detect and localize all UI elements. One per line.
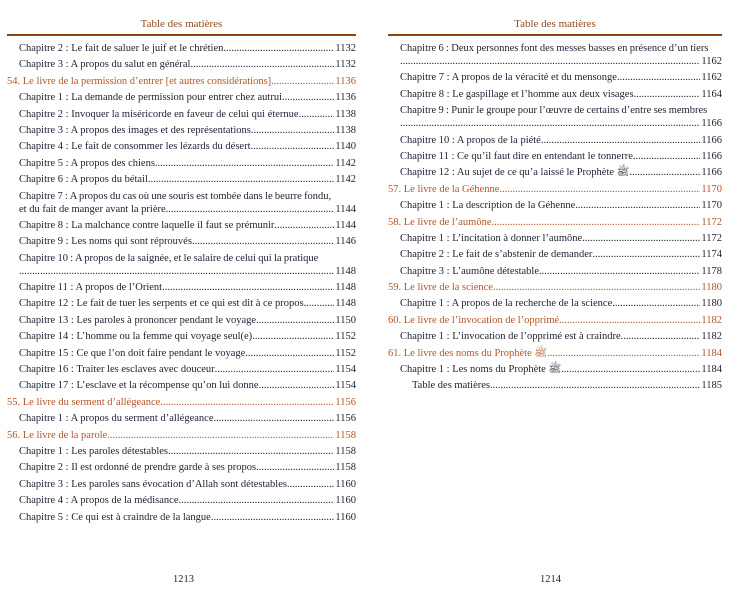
toc-entry-text: Chapitre 14 : L’homme ou la femme qui voyage seul(e) [19, 331, 253, 343]
toc-entry-text: Chapitre 6 : Deux personnes font des messes basses en présence d’un tiers [400, 43, 709, 54]
toc-entry-continuation [19, 265, 356, 278]
dot-leader [155, 157, 334, 170]
toc-entry-row [19, 461, 356, 474]
toc-entry-row [19, 91, 356, 104]
toc-entry-text: Chapitre 8 : Le gaspillage et l’homme aux deux visages [400, 88, 634, 100]
toc-entry-text: Chapitre 4 : Le fait de consommer les lézards du désert [19, 141, 251, 153]
toc-page-number: 1174 [701, 249, 722, 261]
dot-leader [245, 347, 334, 360]
dot-leader [617, 71, 700, 84]
toc-entry-text: Chapitre 3 : L’aumône détestable [400, 265, 539, 277]
page-right [367, 0, 734, 600]
page-footer-number: 1213 [173, 574, 194, 585]
toc-entry-text: Chapitre 9 : Les noms qui sont réprouvés [19, 236, 192, 248]
dot-leader [252, 330, 334, 343]
toc-entry-row [19, 297, 356, 310]
toc-entry-row [388, 183, 722, 196]
toc-entry-continuation [400, 117, 722, 130]
toc-book-entry[interactable] [7, 396, 356, 409]
toc-list [388, 42, 722, 392]
toc-entry-text: Chapitre 11 : A propos de l’Orient [19, 282, 163, 294]
toc-book-entry[interactable] [388, 281, 722, 294]
dot-leader [400, 55, 700, 68]
toc-entry-text: Chapitre 7 : A propos de la véracité et du mensonge [400, 72, 617, 84]
dot-leader [166, 203, 335, 216]
toc-entry-row [400, 166, 722, 179]
toc-entry[interactable] [388, 265, 722, 278]
toc-entry[interactable] [7, 108, 356, 121]
dot-leader [223, 42, 334, 55]
dot-leader [633, 150, 701, 163]
toc-entry-text: Chapitre 3 : A propos des images et des représentations [19, 124, 251, 136]
toc-entry-row [19, 379, 356, 392]
toc-entry-row [19, 281, 356, 294]
dot-leader [592, 248, 700, 261]
dot-leader [259, 379, 335, 392]
toc-page-number: 1158 [335, 445, 356, 457]
toc-entry-text: Chapitre 11 : Ce qu’il faut dire en entendant le tonnerre [400, 150, 633, 162]
toc-entry-row [19, 108, 356, 121]
dot-leader [256, 461, 334, 474]
toc-page-number: 1182 [701, 314, 722, 326]
toc-entry-text: 57. Le livre de la Géhenne [388, 183, 500, 195]
toc-entry-row [19, 363, 356, 376]
toc-entry-row [388, 281, 722, 294]
toc-page-number: 1162 [701, 72, 722, 84]
dot-leader [575, 199, 700, 212]
dot-leader [160, 396, 334, 409]
toc-entry-text: Chapitre 1 : L’incitation à donner l’aumône [400, 232, 583, 244]
toc-entry[interactable] [7, 379, 356, 392]
toc-entry[interactable] [7, 347, 356, 360]
toc-page-number: 1166 [701, 150, 722, 162]
toc-entry-text: Chapitre 17 : L’esclave et la récompense qu’on lui donne [19, 380, 259, 392]
toc-page-number: 1132 [335, 59, 356, 71]
toc-entry[interactable] [7, 511, 356, 524]
dot-leader [561, 363, 700, 376]
toc-page-number: 1166 [701, 167, 722, 179]
dot-leader [499, 183, 700, 196]
toc-entry-text: 56. Le livre de la parole [7, 429, 108, 441]
toc-entry[interactable] [7, 173, 356, 186]
toc-page-number: 1146 [335, 236, 356, 248]
dot-leader [148, 173, 334, 186]
toc-entry-text: 61. Le livre des noms du Prophète ﷺ [388, 347, 548, 359]
page-footer-number: 1214 [540, 574, 561, 585]
toc-entry[interactable] [7, 461, 356, 474]
toc-entry-text: Chapitre 5 : Ce qui est à craindre de la langue [19, 511, 211, 523]
toc-entry[interactable] [388, 330, 722, 343]
toc-entry-row [19, 173, 356, 186]
dot-leader [271, 75, 334, 88]
toc-entry[interactable] [7, 281, 356, 294]
toc-page-number: 1142 [335, 174, 356, 186]
toc-entry[interactable] [388, 297, 722, 310]
toc-entry-row [19, 347, 356, 360]
toc-entry-text: Chapitre 8 : La malchance contre laquelle il faut se prémunir [19, 219, 275, 231]
toc-entry[interactable] [7, 190, 356, 216]
toc-page-number: 1150 [335, 314, 356, 326]
toc-page-number: 1164 [701, 88, 722, 100]
toc-entry[interactable] [7, 314, 356, 327]
toc-entry-text: 60. Le livre de l’invocation de l’opprimé [388, 314, 560, 326]
toc-entry[interactable] [7, 494, 356, 507]
toc-entry[interactable] [388, 363, 722, 376]
toc-entry[interactable] [388, 88, 722, 101]
toc-page-number: 1180 [701, 298, 722, 310]
dot-leader [547, 347, 700, 360]
toc-page-number: 1156 [335, 413, 356, 425]
toc-entry-row [388, 216, 722, 229]
dot-leader [168, 445, 334, 458]
toc-page-number: 1148 [335, 282, 356, 294]
toc-entry-text: Chapitre 3 : Les paroles sans évocation d’Allah sont détestables [19, 478, 287, 490]
toc-entry[interactable] [7, 330, 356, 343]
header-rule [388, 34, 722, 37]
dot-leader [211, 511, 335, 524]
toc-entry-row [7, 429, 356, 442]
toc-entry[interactable] [388, 134, 722, 147]
dot-leader [539, 265, 700, 278]
toc-entry-text: Table des matières [412, 380, 490, 392]
toc-entry-row [400, 330, 722, 343]
toc-entry-text: 59. Le livre de la science [388, 282, 493, 294]
toc-entry-text: Chapitre 1 : La description de la Géhenne [400, 200, 576, 212]
dot-leader [299, 108, 335, 121]
toc-entry-text: Chapitre 9 : Punir le groupe pour l’œuvre de certains d’entre ses membres [400, 105, 708, 117]
toc-entry-text: Chapitre 5 : A propos des chiens [19, 157, 155, 169]
toc-page-number: 1152 [335, 347, 356, 359]
toc-entry-text: Chapitre 12 : Le fait de tuer les serpents et ce qui est dit à ce propos [19, 298, 304, 310]
toc-page-number: 1148 [335, 265, 356, 277]
dot-leader [214, 412, 335, 425]
toc-entry-row [400, 265, 722, 278]
toc-entry-text: Chapitre 10 : A propos de la saignée, et le salaire de celui qui la pratique [19, 252, 319, 264]
toc-entry[interactable] [7, 297, 356, 310]
toc-entry-row [412, 379, 722, 392]
toc-entry-text: Chapitre 15 : Ce que l’on doit faire pendant le voyage [19, 347, 246, 359]
toc-book-entry[interactable] [388, 183, 722, 196]
toc-entry-row [19, 157, 356, 170]
toc-entry-row [19, 235, 356, 248]
toc-page-number: 1132 [335, 43, 356, 54]
toc-entry-row [400, 248, 722, 261]
toc-entry-row [19, 42, 356, 55]
toc-entry[interactable] [388, 232, 722, 245]
toc-book-entry[interactable] [388, 347, 722, 360]
toc-entry-text: Chapitre 2 : Le fait de saluer le juif et le chrétien [19, 43, 224, 54]
toc-entry[interactable] [7, 478, 356, 491]
dot-leader [634, 88, 701, 101]
toc-entry-text: Chapitre 10 : A propos de la piété [400, 134, 541, 146]
toc-book-entry[interactable] [388, 314, 722, 327]
toc-entry[interactable] [388, 379, 722, 392]
dot-leader [179, 494, 335, 507]
toc-entry-row [400, 363, 722, 376]
toc-page-number: 1178 [701, 265, 722, 277]
dot-leader [304, 297, 335, 310]
toc-entry[interactable] [7, 124, 356, 137]
toc-entry-row [400, 232, 722, 245]
toc-entry[interactable] [7, 58, 356, 71]
toc-entry-text: Chapitre 2 : Il est ordonné de prendre garde à ses propos [19, 462, 257, 474]
dot-leader [493, 281, 700, 294]
toc-page-number: 1172 [701, 232, 722, 244]
dot-leader [162, 281, 334, 294]
toc-entry-text: et du fait de manger avant la prière [19, 203, 166, 215]
toc-entry-row [7, 396, 356, 409]
toc-entry-text: Chapitre 1 : Les paroles détestables [19, 445, 168, 457]
toc-entry-row [19, 219, 356, 232]
toc-entry-text: Chapitre 12 : Au sujet de ce qu’a laissé le Prophète ﷺ [400, 167, 630, 179]
toc-page-number: 1156 [335, 396, 356, 408]
dot-leader [629, 166, 700, 179]
toc-page-number: 1140 [335, 141, 356, 153]
dot-leader [490, 379, 700, 392]
toc-entry-text: Chapitre 1 : L’invocation de l’opprimé est à craindre [400, 331, 621, 343]
toc-entry-continuation [19, 203, 356, 216]
toc-entry-text: Chapitre 13 : Les paroles à prononcer pendant le voyage [19, 314, 257, 326]
toc-entry-text: Chapitre 1 : A propos de la recherche de la science [400, 298, 613, 310]
toc-entry-text: Chapitre 4 : A propos de la médisance [19, 495, 179, 507]
dot-leader [192, 235, 334, 248]
toc-entry-row [19, 511, 356, 524]
toc-entry-text: Chapitre 2 : Le fait de s’abstenir de demander [400, 249, 593, 261]
toc-page-number: 1184 [701, 347, 722, 359]
dot-leader [282, 91, 334, 104]
toc-page-number: 1152 [335, 331, 356, 343]
toc-entry[interactable] [388, 71, 722, 84]
toc-page-number: 1136 [335, 92, 356, 104]
dot-leader [612, 297, 700, 310]
page-header-title: Table des matières [140, 18, 223, 30]
toc-entry-row [19, 412, 356, 425]
toc-page-number: 1144 [335, 203, 356, 215]
toc-entry[interactable] [7, 157, 356, 170]
toc-entry-row [19, 140, 356, 153]
dot-leader [251, 124, 335, 137]
dot-leader [582, 232, 700, 245]
toc-entry[interactable] [7, 235, 356, 248]
toc-list [7, 42, 356, 524]
toc-entry[interactable] [388, 248, 722, 261]
dot-leader [559, 314, 700, 327]
toc-entry-text: Chapitre 6 : A propos du bétail [19, 174, 148, 186]
toc-page-number: 1170 [701, 200, 722, 212]
toc-entry-row [400, 199, 722, 212]
toc-entry-text: 55. Le livre du serment d’allégeance [7, 396, 161, 408]
toc-page-number: 1185 [701, 380, 722, 392]
toc-entry[interactable] [388, 166, 722, 179]
toc-entry[interactable] [7, 91, 356, 104]
toc-entry-text: 54. Le livre de la permission d’entrer [et autres considérations] [7, 75, 272, 87]
toc-page-number: 1136 [335, 75, 356, 87]
toc-page-number: 1162 [701, 56, 722, 67]
toc-entry-row [19, 58, 356, 71]
toc-page-number: 1148 [335, 298, 356, 310]
dot-leader [256, 314, 334, 327]
toc-entry[interactable] [7, 219, 356, 232]
toc-entry-row [19, 445, 356, 458]
toc-page-number: 1170 [701, 183, 722, 195]
dot-leader [541, 134, 701, 147]
toc-entry[interactable] [7, 252, 356, 278]
toc-book-entry[interactable] [7, 75, 356, 88]
toc-page-number: 1166 [701, 118, 722, 130]
toc-entry-text: Chapitre 16 : Traiter les esclaves avec douceur [19, 364, 215, 376]
dot-leader [492, 216, 701, 229]
dot-leader [287, 478, 334, 491]
toc-entry-text: 58. Le livre de l’aumône [388, 216, 492, 228]
toc-entry-row [19, 124, 356, 137]
toc-entry-row [388, 347, 722, 360]
toc-page-number: 1172 [701, 216, 722, 228]
toc-entry-row [400, 134, 722, 147]
dot-leader [190, 58, 334, 71]
dot-leader [621, 330, 701, 343]
toc-entry-text: Chapitre 2 : Invoquer la miséricorde en faveur de celui qui éternue [19, 108, 299, 120]
toc-entry[interactable] [7, 412, 356, 425]
toc-page-number: 1158 [335, 462, 356, 474]
toc-entry[interactable] [7, 363, 356, 376]
toc-entry[interactable] [388, 104, 722, 130]
toc-entry-row [7, 75, 356, 88]
dot-leader [215, 363, 335, 376]
toc-entry-row [19, 494, 356, 507]
toc-entry-row [388, 314, 722, 327]
toc-page-number: 1138 [335, 124, 356, 136]
dot-leader [251, 140, 335, 153]
toc-page-number: 1160 [335, 478, 356, 490]
toc-page-number: 1160 [335, 495, 356, 507]
toc-entry-text: Chapitre 1 : La demande de permission pour entrer chez autrui [19, 92, 282, 104]
toc-entry[interactable] [388, 150, 722, 163]
toc-page-number: 1144 [335, 219, 356, 231]
dot-leader [274, 219, 334, 232]
dot-leader [19, 265, 334, 278]
toc-entry-row [400, 88, 722, 101]
toc-entry-row [400, 297, 722, 310]
toc-page-number: 1160 [335, 511, 356, 523]
toc-page-number: 1154 [335, 380, 356, 392]
toc-entry-text: Chapitre 3 : A propos du salut en général [19, 59, 191, 71]
toc-entry[interactable] [7, 42, 356, 55]
toc-entry-row [19, 330, 356, 343]
toc-page-number: 1180 [701, 282, 722, 294]
toc-entry-row [400, 150, 722, 163]
toc-entry-row [400, 71, 722, 84]
toc-entry-text: Chapitre 1 : A propos du serment d’allégeance [19, 413, 214, 425]
toc-entry-row [19, 478, 356, 491]
toc-page-number: 1142 [335, 157, 356, 169]
toc-entry-text: Chapitre 1 : Les noms du Prophète ﷺ [400, 364, 562, 376]
toc-book-entry[interactable] [388, 216, 722, 229]
toc-page-number: 1166 [701, 134, 722, 146]
toc-page-number: 1182 [701, 331, 722, 343]
header-rule [7, 34, 356, 37]
toc-page-number: 1138 [335, 108, 356, 120]
toc-page-number: 1158 [335, 429, 356, 441]
toc-entry[interactable] [388, 199, 722, 212]
toc-page-number: 1154 [335, 364, 356, 376]
toc-page-number: 1184 [701, 364, 722, 376]
toc-entry-text: Chapitre 7 : A propos du cas où une souris est tombée dans le beurre fondu, [19, 190, 332, 202]
toc-entry[interactable] [7, 445, 356, 458]
toc-entry-row [19, 314, 356, 327]
page-header-title: Table des matières [514, 18, 596, 30]
toc-entry[interactable] [7, 140, 356, 153]
toc-book-entry[interactable] [7, 429, 356, 442]
dot-leader [400, 117, 700, 130]
toc-entry-continuation [400, 55, 722, 68]
dot-leader [107, 429, 334, 442]
toc-entry[interactable] [388, 42, 722, 68]
